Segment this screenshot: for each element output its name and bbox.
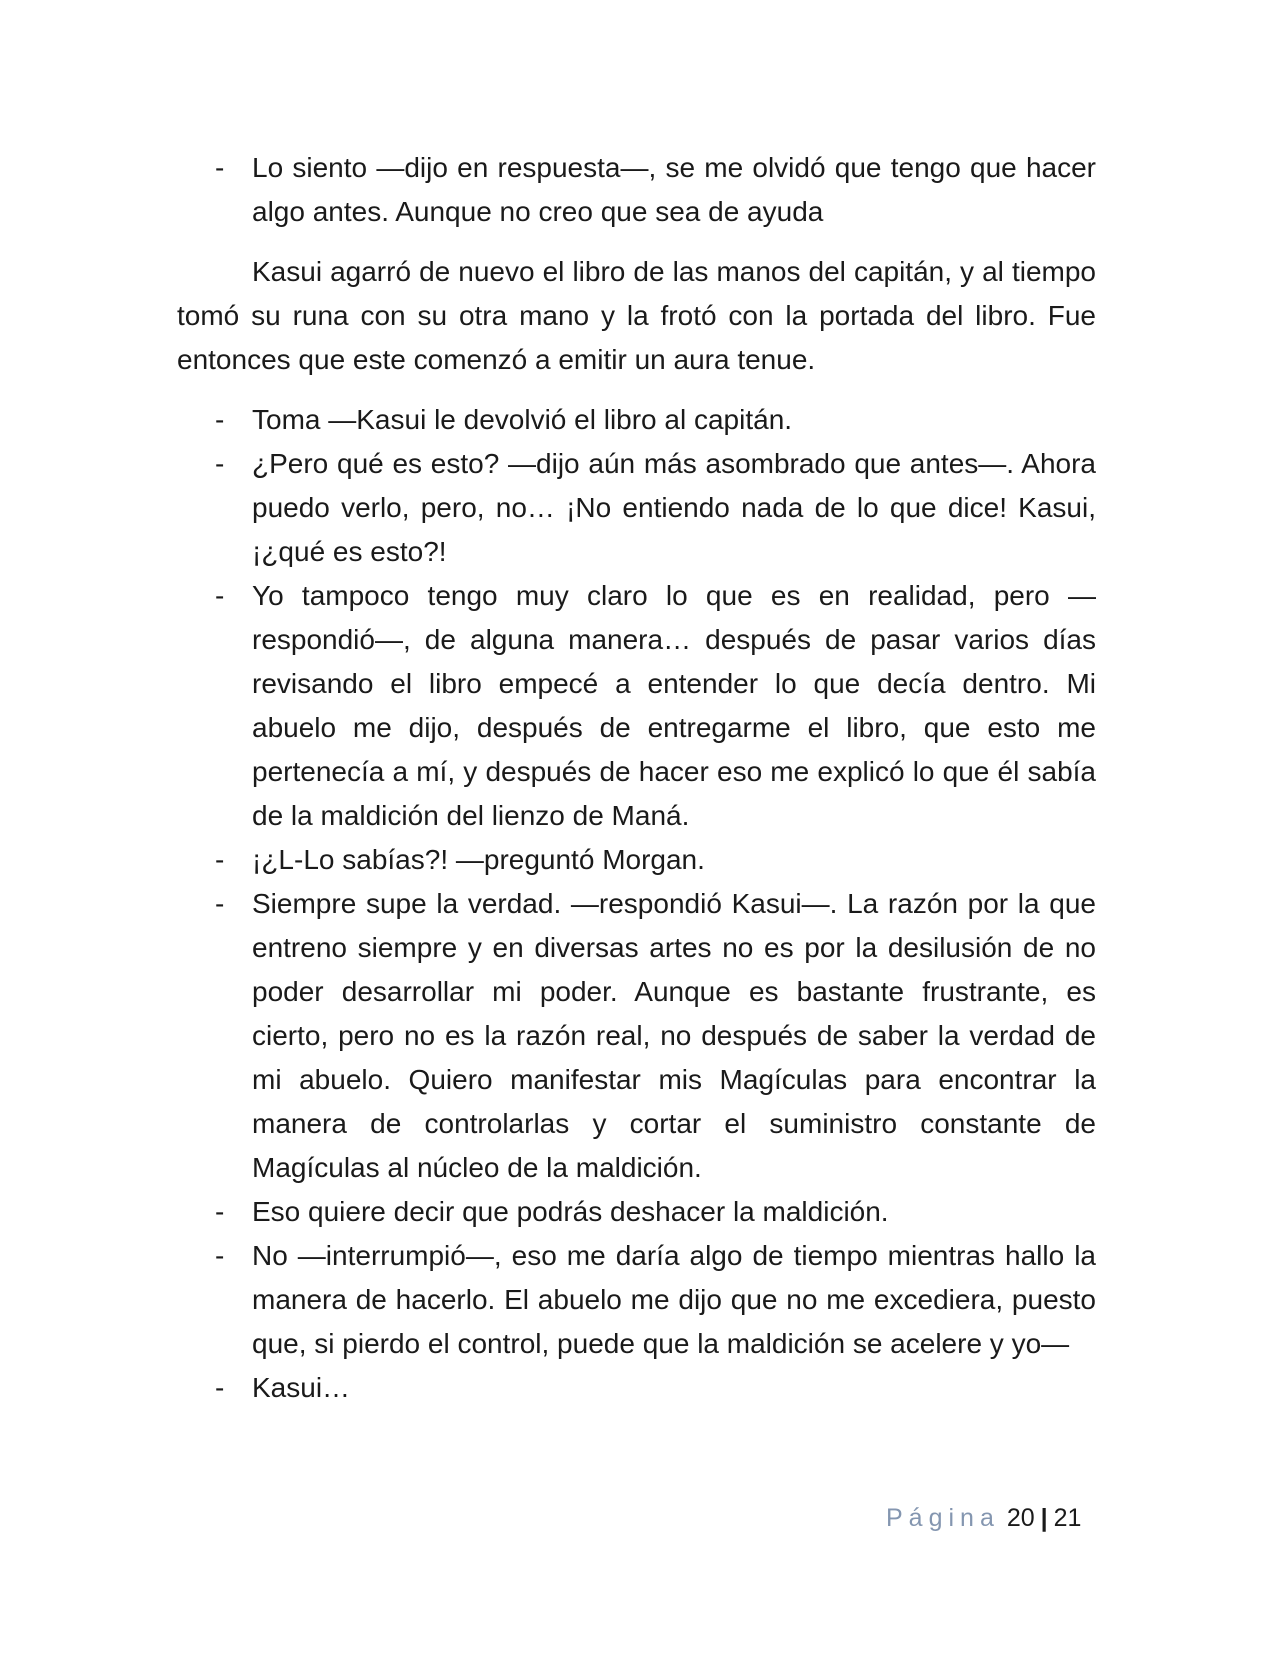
dialogue-dash: - [215, 1372, 225, 1403]
dialogue-text: Kasui… [252, 1372, 351, 1403]
dialogue-dash: - [215, 1196, 225, 1227]
dialogue-dash: - [215, 580, 225, 611]
dialogue-line [177, 882, 1096, 1190]
dialogue-line [177, 1366, 1096, 1410]
dialogue-text: No —interrumpió—, eso me daría algo de tiempo mientras hallo la manera de hacerlo. El abuelo me dijo que no me excediera, puesto que, si pierdo el control, puede que la maldición se acelere y yo— [252, 1240, 1096, 1359]
dialogue-text: ¿Pero qué es esto? —dijo aún más asombrado que antes—. Ahora puedo verlo, pero, no… ¡No entiendo nada de lo que dice! Kasui, ¡¿qué es esto?! [252, 448, 1096, 567]
total-pages: 21 [1053, 1504, 1082, 1532]
dialogue-dash: - [215, 152, 225, 183]
dialogue-line [177, 146, 1096, 234]
dialogue-line [177, 1190, 1096, 1234]
page-number: 20 [1006, 1504, 1035, 1532]
dialogue-line [177, 574, 1096, 838]
dialogue-text: Lo siento —dijo en respuesta—, se me olvidó que tengo que hacer algo antes. Aunque no creo que sea de ayuda [252, 152, 1096, 227]
dialogue-dash: - [215, 404, 225, 435]
dialogue-dash: - [215, 448, 225, 479]
narration-paragraph: Kasui agarró de nuevo el libro de las manos del capitán, y al tiempo tomó su runa con su otra mano y la frotó con la portada del libro. Fue entonces que este comenzó a emitir un aura tenue. [177, 256, 1096, 375]
dialogue-dash: - [215, 888, 225, 919]
dialogue-line [177, 442, 1096, 574]
dialogue-text: Eso quiere decir que podrás deshacer la maldición. [252, 1196, 889, 1227]
page-footer [886, 1502, 1081, 1534]
dialogue-dash: - [215, 1240, 225, 1271]
dialogue-text: Yo tampoco tengo muy claro lo que es en realidad, pero —respondió—, de alguna manera… después de pasar varios días revisando el libro empecé a entender lo que decía dentro. Mi abuelo me dijo, después de entregarme el libro, que esto me pertenecía a mí, y después de hacer eso me explicó lo que él sabía de la maldición del lienzo de Maná. [252, 580, 1096, 831]
page-separator: | [1040, 1504, 1048, 1532]
dialogue-line [177, 398, 1096, 442]
dialogue-text: Siempre supe la verdad. —respondió Kasui—. La razón por la que entreno siempre y en diversas artes no es por la desilusión de no poder desarrollar mi poder. Aunque es bastante frustrante, es cierto, pero no es la razón real, no después de saber la verdad de mi abuelo. Quiero manifestar mis Magículas para encontrar la manera de controlarlas y cortar el suministro constante de Magículas al núcleo de la maldición. [252, 888, 1096, 1183]
dialogue-text: ¡¿L-Lo sabías?! —preguntó Morgan. [252, 844, 705, 875]
dialogue-dash: - [215, 844, 225, 875]
dialogue-text: Toma —Kasui le devolvió el libro al capitán. [252, 404, 793, 435]
dialogue-line [177, 838, 1096, 882]
dialogue-line [177, 1234, 1096, 1366]
page-body [177, 146, 1096, 1410]
page-label: Página [886, 1504, 1000, 1532]
